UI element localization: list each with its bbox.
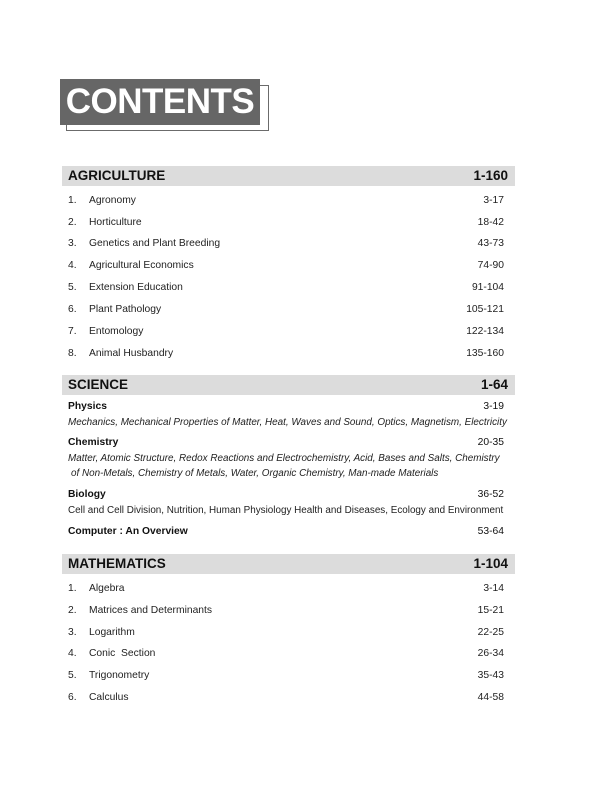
subsection-description: Cell and Cell Division, Nutrition, Human Physiology Health and Diseases, Ecology and Environment [68,505,504,516]
section-science [62,375,515,395]
item-pages: 18-42 [477,217,504,228]
toc-row[interactable] [68,302,504,318]
toc-row[interactable] [68,690,504,706]
item-pages: 105-121 [466,304,504,315]
item-number: 4. [68,648,77,659]
subsection-pages: 53-64 [477,526,504,537]
toc-row[interactable] [68,236,504,252]
subsection-label: Biology [68,489,106,500]
item-number: 1. [68,195,77,206]
subsection-pages: 20-35 [477,437,504,448]
item-label: Matrices and Determinants [89,605,213,616]
toc-row[interactable] [68,258,504,274]
section-agriculture [62,166,515,186]
item-number: 2. [68,605,77,616]
item-number: 5. [68,670,77,681]
item-label: Horticulture [89,217,142,228]
toc-row[interactable] [68,346,504,362]
toc-row[interactable] [68,215,504,231]
item-pages: 135-160 [466,348,504,359]
item-pages: 3-14 [483,583,504,594]
item-number: 3. [68,238,77,249]
contents-title-block [60,79,270,131]
toc-row[interactable] [68,581,504,597]
item-number: 2. [68,217,77,228]
toc-subsection-biology[interactable] [68,488,504,502]
section-pages: 1-104 [473,556,508,571]
item-pages: 122-134 [466,326,504,337]
item-label: Calculus [89,692,129,703]
toc-row[interactable] [68,668,504,684]
item-label: Animal Husbandry [89,348,174,359]
item-number: 6. [68,304,77,315]
item-number: 3. [68,627,77,638]
item-number: 8. [68,348,77,359]
item-pages: 44-58 [477,692,504,703]
item-pages: 3-17 [483,195,504,206]
toc-row[interactable] [68,603,504,619]
item-label: Algebra [89,583,125,594]
toc-row[interactable] [68,646,504,662]
toc-row[interactable] [68,625,504,641]
section-mathematics [62,554,515,574]
subsection-description: Mechanics, Mechanical Properties of Matter, Heat, Waves and Sound, Optics, Magnetism, Electricity [68,417,507,428]
item-pages: 91-104 [471,282,504,293]
item-number: 1. [68,583,77,594]
toc-row[interactable] [68,324,504,340]
item-label: Extension Education [89,282,183,293]
item-label: Trigonometry [89,670,150,681]
item-label: Plant Pathology [89,304,162,315]
item-label: Genetics and Plant Breeding [89,238,221,249]
subsection-label: Computer : An Overview [68,526,188,537]
item-pages: 15-21 [477,605,504,616]
toc-row[interactable] [68,193,504,209]
item-pages: 74-90 [477,260,504,271]
item-pages: 22-25 [477,627,504,638]
item-number: 4. [68,260,77,271]
section-name: SCIENCE [68,377,129,392]
item-pages: 43-73 [477,238,504,249]
subsection-label: Chemistry [68,437,119,448]
section-name: MATHEMATICS [68,556,166,571]
subsection-label: Physics [68,401,107,412]
toc-subsection-physics[interactable] [68,400,504,414]
subsection-pages: 3-19 [483,401,504,412]
subsection-description: of Non-Metals, Chemistry of Metals, Water, Organic Chemistry, Man-made Materials [71,468,439,479]
item-label: Agronomy [89,195,136,206]
item-pages: 35-43 [477,670,504,681]
item-number: 7. [68,326,77,337]
item-label: Logarithm [89,627,135,638]
item-label: Entomology [89,326,144,337]
toc-subsection-chemistry[interactable] [68,436,504,450]
section-pages: 1-160 [473,168,508,183]
subsection-pages: 36-52 [477,489,504,500]
item-label: Agricultural Economics [89,260,194,271]
toc-subsection-computer[interactable] [68,525,504,539]
toc-row[interactable] [68,280,504,296]
subsection-description: Matter, Atomic Structure, Redox Reactions and Electrochemistry, Acid, Bases and Salts, Chemistry [68,453,500,464]
page-title: CONTENTS [65,82,255,121]
item-number: 6. [68,692,77,703]
section-name: AGRICULTURE [68,168,166,183]
item-pages: 26-34 [477,648,504,659]
section-pages: 1-64 [480,377,508,392]
item-label: Conic Section [89,648,156,659]
item-number: 5. [68,282,77,293]
